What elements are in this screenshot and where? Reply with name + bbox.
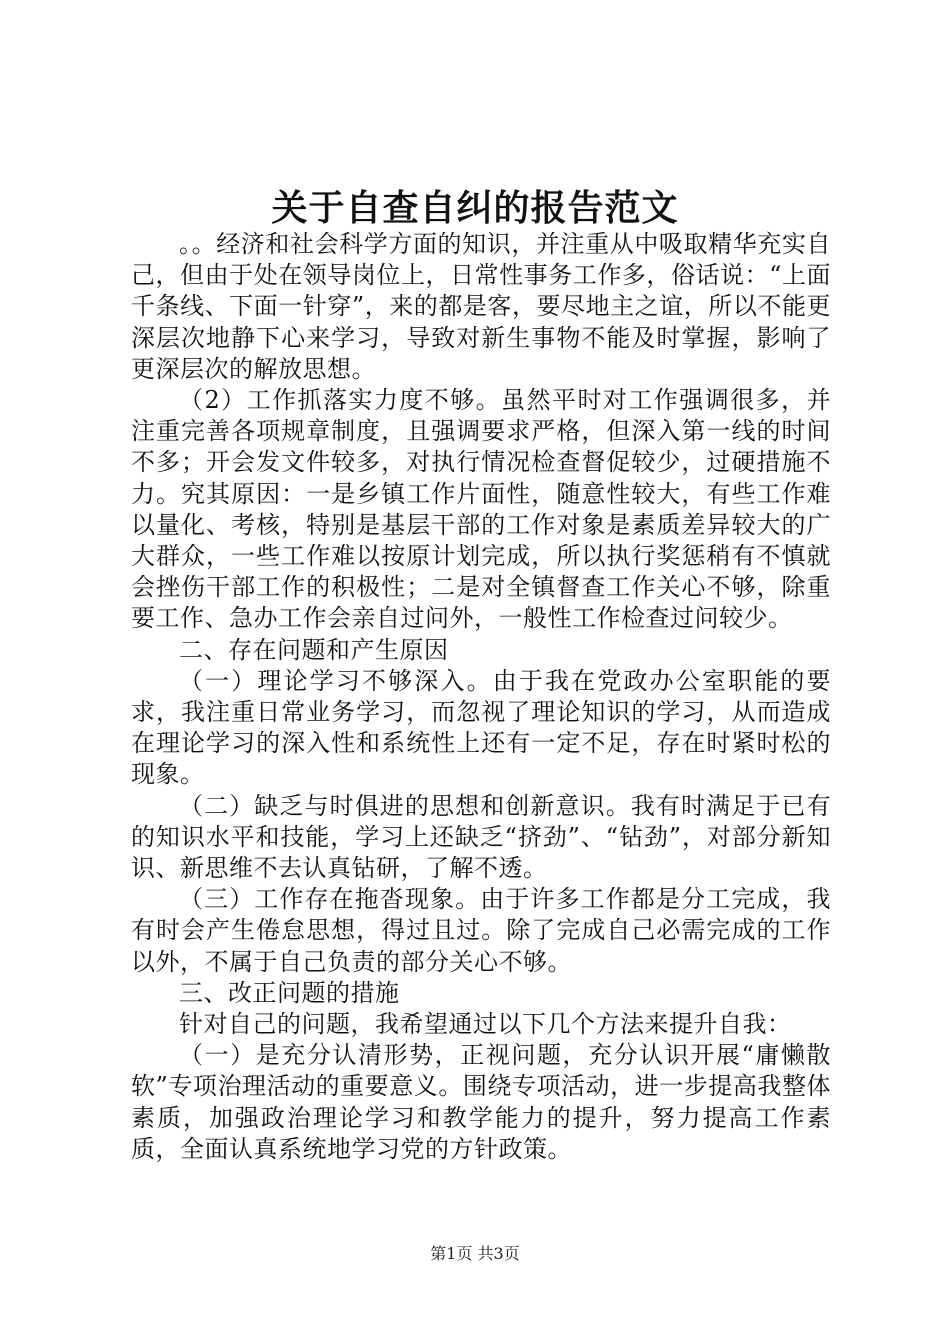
page-number-footer: 第1页 共3页 bbox=[430, 1244, 520, 1263]
paragraph-measure-one: （一）是充分认清形势，正视问题，充分认识开展“庸懒散软”专项治理活动的重要意义。围绕专项活动，进一步提高我整体素质，加强政治理论学习和教学能力的提升，努力提高工作素质，全面认真系统地学习党的方针政策。 bbox=[131, 1041, 831, 1163]
paragraph-theory-study: （一）理论学习不够深入。由于我在党政办公室职能的要求，我注重日常业务学习，而忽视了理论知识的学习，从而造成在理论学习的深入性和系统性上还有一定不足，存在时紧时松的现象。 bbox=[131, 666, 831, 789]
document-title: 关于自查自纠的报告范文 bbox=[271, 187, 679, 229]
document-body bbox=[131, 229, 831, 1165]
paragraph-implementation: （2）工作抓落实力度不够。虽然平时对工作强调很多，并注重完善各项规章制度，且强调要求严格，但深入第一线的时间不多；开会发文件较多，对执行情况检查督促较少，过硬措施不力。究其原因：一是乡镇工作片面性，随意性较大，有些工作难以量化、考核，特别是基层干部的工作对象是素质差异较大的广大群众，一些工作难以按原计划完成，所以执行奖惩稍有不慎就会挫伤干部工作的积极性；二是对全镇督查工作关心不够，除重要工作、急办工作会亲自过问外，一般性工作检查过问较少。 bbox=[131, 386, 831, 633]
paragraph-measures-intro: 针对自己的问题，我希望通过以下几个方法来提升自我： bbox=[179, 1010, 792, 1039]
section-heading-measures: 三、改正问题的措施 bbox=[179, 978, 400, 1007]
paragraph-procrastination: （三）工作存在拖沓现象。由于许多工作都是分工完成，我有时会产生倦怠思想，得过且过。除了完成自己必需完成的工作以外，不属于自己负责的部分关心不够。 bbox=[131, 885, 831, 976]
paragraph-innovation: （二）缺乏与时俱进的思想和创新意识。我有时满足于已有的知识水平和技能，学习上还缺乏“挤劲”、“钻劲”，对部分新知识、新思维不去认真钻研，了解不透。 bbox=[131, 791, 831, 883]
paragraph-knowledge: 。。经济和社会科学方面的知识，并注重从中吸取精华充实自己，但由于处在领导岗位上，日常性事务工作多，俗话说：“上面千条线、下面一针穿”，来的都是客，要尽地主之谊，所以不能更深层次地静下心来学习，导致对新生事物不能及时掌握，影响了更深层次的解放思想。 bbox=[131, 230, 831, 383]
section-heading-problems: 二、存在问题和产生原因 bbox=[179, 635, 449, 664]
